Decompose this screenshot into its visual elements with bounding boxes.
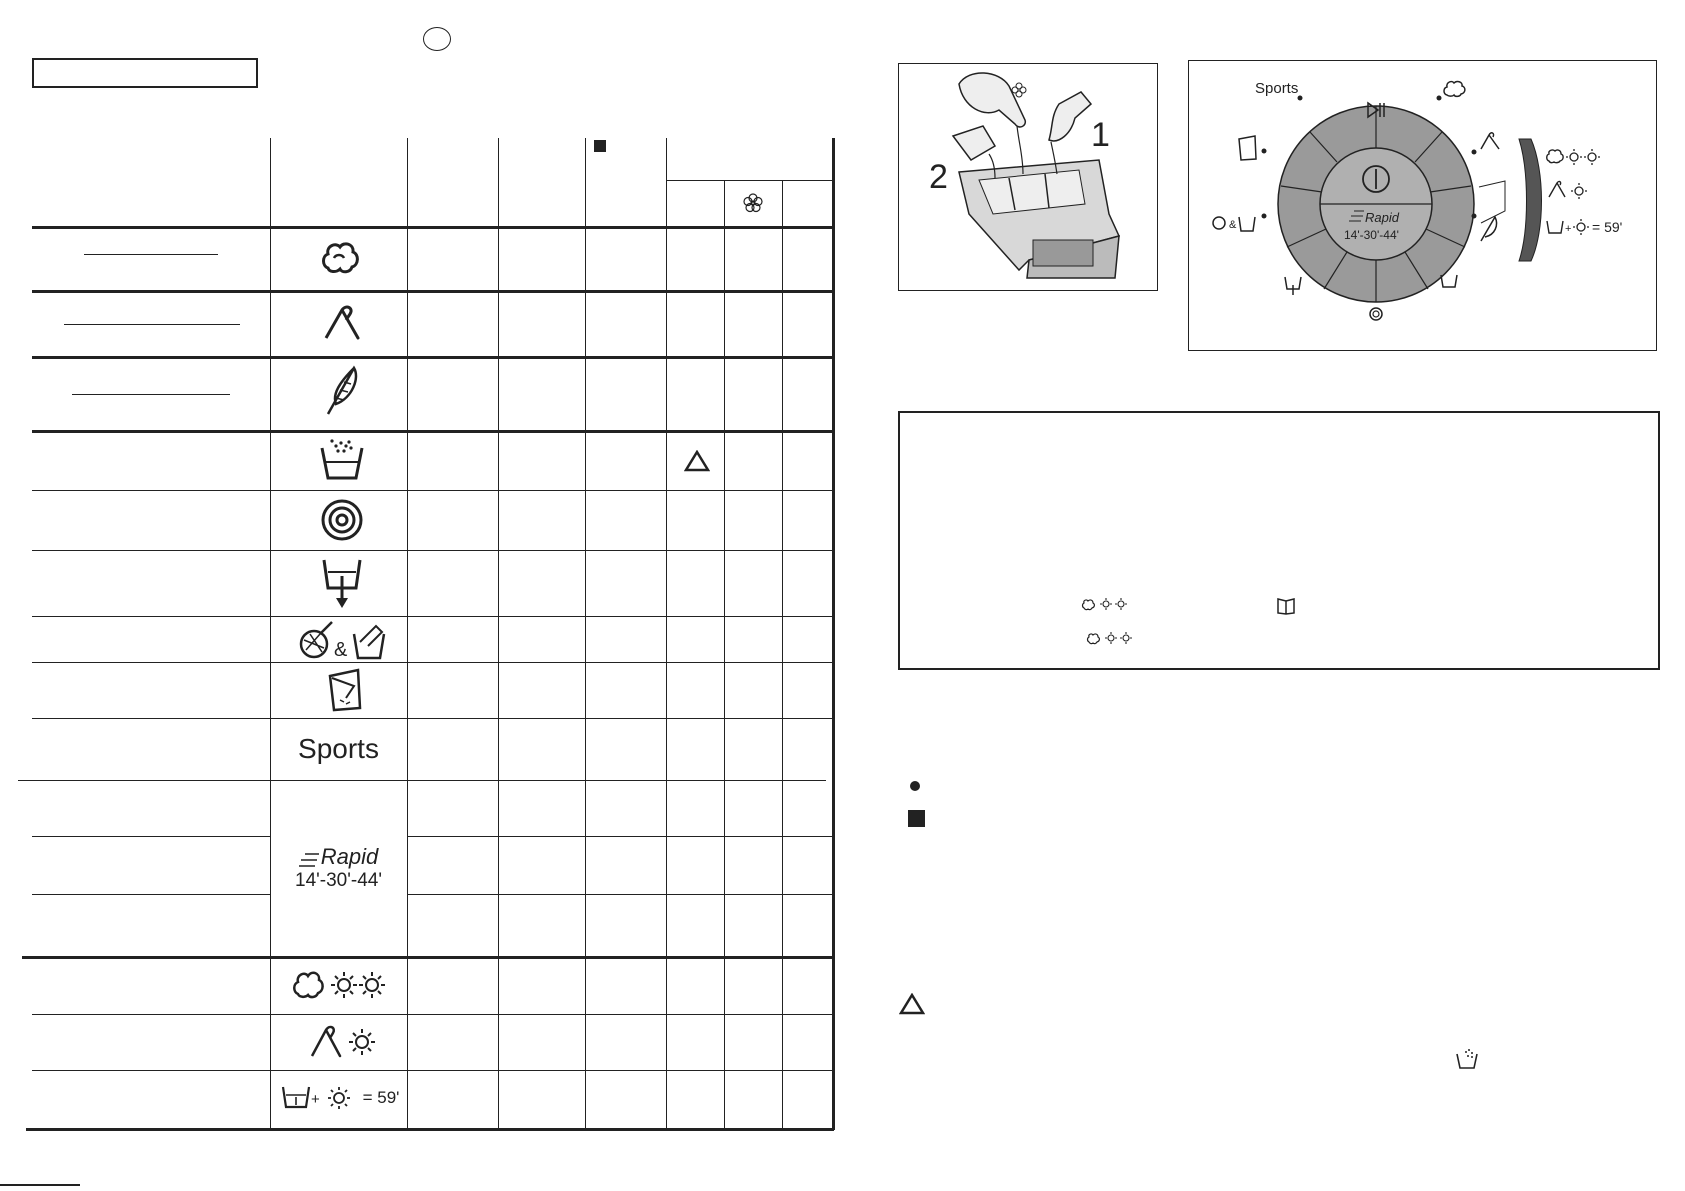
spin-icon [320, 498, 364, 542]
legend-triangle-icon [899, 993, 925, 1015]
square-marker [594, 140, 606, 152]
synthetic-dry-icon [308, 1022, 380, 1060]
wool-handwash-icon [298, 620, 390, 660]
legend-square-icon [908, 810, 925, 827]
drawer-illustration [899, 64, 1157, 290]
sports-label: Sports [298, 733, 379, 764]
cotton-icon [320, 238, 360, 276]
drawer-label-2: 2 [929, 158, 948, 196]
svg-text:+: + [1565, 223, 1572, 235]
dial-rapid-times: 14'-30'-44' [1344, 228, 1399, 242]
basin-plus-sun-icon [281, 1083, 361, 1113]
detergent-drawer-figure [898, 63, 1158, 291]
delicate-feather-icon [324, 364, 360, 416]
wash-dry-icon: + = 59' [274, 1072, 406, 1124]
cotton-two-suns-icon [1081, 597, 1129, 611]
mix-icon [324, 666, 364, 712]
cotton-dry-icon [292, 968, 388, 1002]
dial-rapid-text: Rapid [1365, 210, 1399, 225]
svg-text:+: + [310, 1091, 320, 1108]
svg-text:&: & [334, 639, 348, 660]
page-footer-fragment [0, 1178, 1685, 1191]
drain-icon [320, 556, 364, 610]
rinse-small-icon [1454, 1048, 1480, 1070]
title-box [32, 58, 258, 88]
rinse-icon [316, 438, 366, 482]
book-icon [1276, 597, 1296, 615]
svg-text:&: & [1229, 219, 1237, 231]
country-badge [423, 27, 451, 51]
dial-sports-label: Sports [1255, 80, 1299, 97]
warning-triangle-icon [684, 450, 710, 472]
note-box [898, 411, 1660, 670]
dial-dry59-label: = 59' [1592, 219, 1623, 235]
legend-dot-icon [910, 781, 920, 791]
rapid-label: Rapid 14'-30'-44' [295, 844, 382, 891]
speed-lines-icon [299, 852, 319, 870]
drawer-label-1: 1 [1091, 116, 1110, 154]
program-dial-figure [1188, 60, 1657, 351]
dial-illustration [1189, 61, 1656, 350]
synthetic-icon [320, 302, 362, 342]
cotton-two-suns-icon-2 [1086, 631, 1134, 645]
softener-flower-icon [742, 192, 764, 214]
programme-table [18, 138, 838, 1130]
